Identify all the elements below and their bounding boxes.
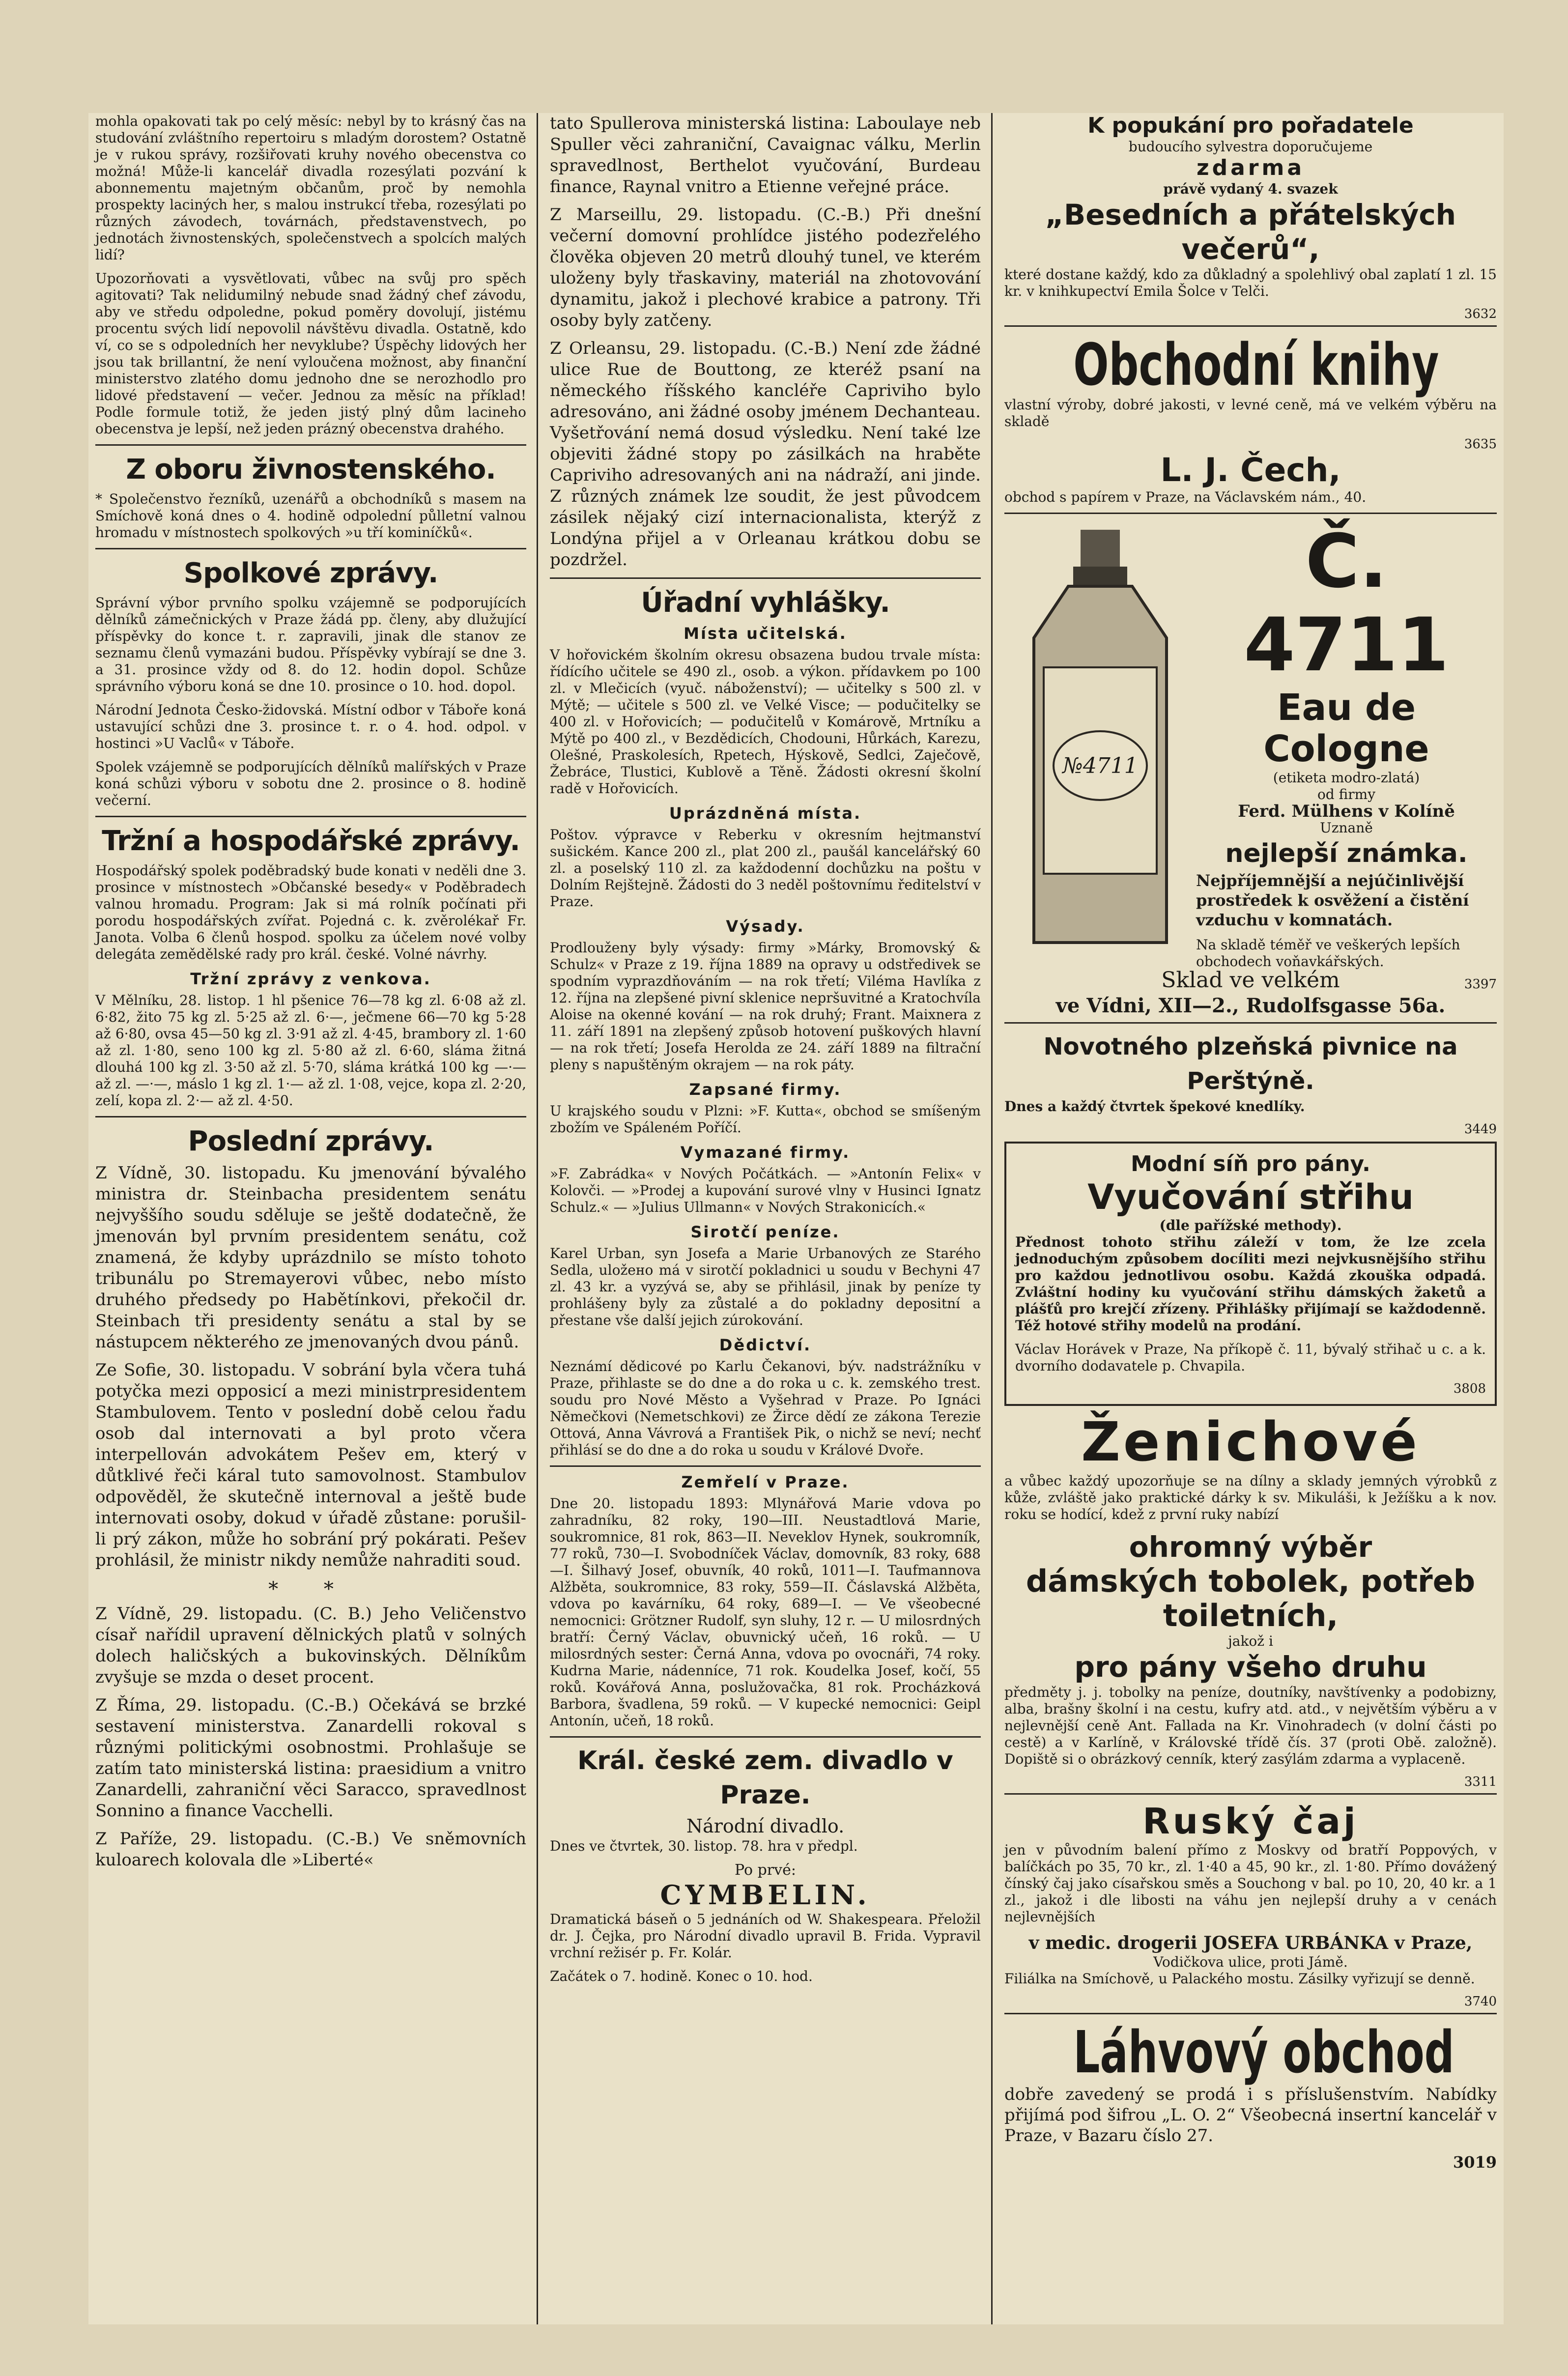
divider (95, 1116, 526, 1117)
paragraph: Ze Sofie, 30. listopadu. V sobrání byla včera tuhá potyčka mezi opposicí a mezi ministrpresidentem Stambulovem. Tento v poslední době celou řadu osob dal internovati a byl proto včera interpellován advokátem Pešev em, který v důtklivé řeči káral tuto samovolnost. Stambulov odpověděl, že skutečně internoval a ještě bude internovati osoby, dokud v úřadě zůstane: porušil-li prý zákon, může ho sobrání prý pokárati. Pešev prohlásil, že ministr nikdy nemůže nahraditi soud. (95, 1360, 526, 1570)
newspaper-page (88, 113, 1504, 2324)
paragraph: Neznámí dědicové po Karlu Čekanovi, býv. nadstrážníku v Praze, přihlaste se do dne a do roka u c. k. zemského trest. soudu pro Nové Město a Vyšehrad v Praze. Po Ignáci Němečkovi (Nemetschkovi) ze Žirce dědí ze zákona Terezie Ottová, Anna Vávrová a František Pik, o nichž se neví; nechť přihlásí se do dne a do roka u soudu v Králové Dvoře. (550, 1358, 981, 1458)
ad-product: Eau de Cologne (1263, 687, 1429, 770)
theatre-description: Dramatická báseň o 5 jednáních od W. Shakespeara. Přeložil dr. J. Čejka, pro Národní divadlo upravil B. Frida. Vypravil vrchní režisér p. Fr. Kolár. (550, 1911, 981, 1961)
ad-text: Filiálka na Smíchově, u Palackého mostu. Zásilky vyřizují se denně. (1004, 1971, 1475, 1987)
subsection-title: Místa učitelská. (684, 624, 847, 643)
ad-text: (etiketa modro-zlatá) (1273, 770, 1420, 786)
paragraph: Dne 20. listopadu 1893: Mlynářová Marie vdova po zahradníku, 82 roky, 190—III. Neustadtlová Marie, soukromnice, 81 rok, 863—II. Neveklov Hynek, soukromník, 77 roků, 730—I. Svobodníček Václav, domovník, 83 roky, 688—I. Šilhavý Josef, obuvník, 40 roků, 1011—I. Taufmannova Alžběta, soukromnice, 83 roky, 559—II. Čáslavská Alžběta, vdova po kavárníku, 64 roky, 689—I. — Ve všeobecné nemocnici: Grötzner Rudolf, syn sluhy, 12 r. — U milosrdných bratří: Černý Václav, obuvnický učeň, 16 roků. — U milosrdných sester: Černá Anna, vdova po ovocnáři, 74 roky. Kudrna Marie, nádenníce, 71 rok. Koudelka Josef, kočí, 55 roků. Kovářová Anna, poslužovačka, 81 rok. Procházková Barbora, švadlena, 59 roků. — V kupecké nemocnici: Geipl Antonín, učeň, 18 roků. (550, 1495, 981, 1729)
ad-maker: Ferd. Mülhens v Kolíně (1238, 802, 1455, 821)
paragraph: Z Říma, 29. listopadu. (C.-B.) Očekává se brzké sestavení ministerstva. Zanardelli rokoval s různými politickými osobnostmi. Prohlašuje se zatím tato ministerská listina: praesidium a vnitro Zanardelli, zahraniční věci Saracco, spravedlnost Sonnino a finance Vacchelli. (95, 1695, 526, 1821)
divider (95, 816, 526, 817)
subsection-title: Uprázdněná místa. (669, 804, 862, 823)
ad-text: jakož i (1228, 1633, 1273, 1649)
divider (1004, 2013, 1497, 2014)
news-block (95, 1163, 526, 1871)
ad-code: 3449 (1464, 1122, 1497, 1137)
paragraph: Spolek vzájemně se podporujících dělníků malířských v Praze koná schůzi výboru v sobotu dne 2. prosince o 8. hodině večerní. (95, 759, 526, 808)
ad-text: právě vydaný 4. svazek (1163, 181, 1338, 197)
subsection-title: Sirotčí peníze. (690, 1223, 840, 1241)
ad-warehouse-address: ve Vídni, XII—2., Rudolfsgasse 56a. (1055, 994, 1446, 1017)
ad-besedni-vecery (1004, 113, 1497, 321)
column-left (88, 113, 533, 2324)
divider (1004, 1793, 1497, 1795)
divider (1004, 325, 1497, 327)
section-title: Spolkové zprávy. (183, 557, 438, 589)
ad-text: od firmy (1317, 786, 1376, 802)
paragraph: Prodlouženy byly výsady: firmy »Márky, Bromovský & Schulz« v Praze z 19. října 1889 na opravy u odstředivek se spodním vyprazdňováním — na rok třetí; Viléma Havlíka z 12. října na zlepšené pivní sklenice nepršuvitné a Kratochvíla Aloise na okenné kování — na rok druhý; Frant. Maixnera z 11. září 1891 na zlepšený způsob hotovení puškových hlavní — na rok třetí; Josefa Heroldа ze 24. září 1889 na filtrační pleny s napuštěným okrajem — na rok páty. (550, 940, 981, 1073)
paragraph: U krajského soudu v Plzni: »F. Kutta«, obchod se smíšeným zbožím ve Spáleném Poříčí. (550, 1103, 981, 1136)
paragraph: Poštov. výpravce v Reberku v okresním hejtmanství sušickém. Kance 200 zl., plat 200 zl., paušál kancelářský 60 zl. a poselský 110 zl. za každodenní dochůzku na poštu v Dolním Rejštejně. Žádosti do 3 neděl poštovnímu ředitelství v Praze. (550, 827, 981, 910)
divider (550, 1465, 981, 1467)
paragraph: Z Marseillu, 29. listopadu. (C.-B.) Při dnešní večerní domovní prohlídce jistého podezřelého člověka objeven 20 metrů dlouhý tunel, ve kterém uloženy byly třaskaviny, materiál na zhotovování dynamitu, jakož i plechové krabice a patrony. Tři osoby byly zatčeny. (550, 205, 981, 330)
bottle-label: №4711 (1062, 753, 1138, 778)
ad-text: Na skladě téměř ve veškerých lepších obchodech voňavkářských. (1196, 937, 1460, 970)
ad-title: Obchodní knihy (1073, 331, 1439, 399)
ad-heading: zdarma (1196, 155, 1305, 180)
theatre-announcement (550, 1744, 981, 1985)
separator-stars: * * (268, 1578, 353, 1601)
paragraph: Hospodářský spolek poděbradský bude konati v neděli dne 3. prosince v místnostech »Občanské besedy« v Poděbradech valnou hromadu. Program: Jak si má rolník počínati při porodu hospodářských zvířat. Pojedná c. k. zvěrolékař Fr. Janota. Volba 6 členů hospod. spolku za účelem nové volby delegáta zemědělské rady pro král. české. Volné návrhy. (95, 862, 526, 962)
subsection-title: Vymazané firmy. (680, 1143, 851, 1162)
ad-text: jen v původním balení přímo z Moskvy od bratří Poppových, v balíčkách po 35, 70 kr., zl. 1·40 a 45, 90 kr., zl. 1·80. Přímo dovážený čínský čaj jako císařskou směs a Souchong v bal. po 10, 20, 40 kr. a 1 zl., jakož i dle libosti na váhu jen nejlepší druhy a v cenách nejlevnějších (1004, 1842, 1497, 1925)
theatre-first: Po prvé: (735, 1861, 796, 1879)
ad-firm: L. J. Čech, (1160, 451, 1341, 489)
paragraph: V Mělníku, 28. listop. 1 hl pšenice 76—78 kg zl. 6·08 až zl. 6·82, žito 75 kg zl. 5·25 až zl. 6·—, ječmene 66—70 kg 5·28 až 6·80, ovsa 45—50 kg zl. 3·91 až zl. 4·45, brambory zl. 1·60 až zl. 1·80, seno 100 kg zl. 5·80 až zl. 6·60, sláma žitná dlouhá 100 kg zl. 3·50 až zl. 5·70, sláma krátká 100 kg —·— až zl. —·—, máslo 1 kg zl. 1·— až zl. 1·08, vejce, kopa zl. 2·20, zelí, kopa zl. 2·— až zl. 4·50. (95, 992, 526, 1109)
ad-text: Dnes a každý čtvrtek špekové knedlíky. (1004, 1098, 1305, 1115)
ad-signature: Václav Horávek v Praze, Na příkopě č. 11, bývalý střihač u c. a k. dvorního dodavatele p. Chvapila. (1015, 1341, 1486, 1374)
ad-zenichove (1004, 1411, 1497, 1789)
ad-code: 3019 (1453, 2153, 1497, 2172)
ad-text: dobře zavedený se prodá i s příslušenstvím. Nabídky přijímá pod šifrou „L. O. 2“ Všeobecná insertní kancelář v Praze, v Bazaru číslo 27. (1004, 2085, 1497, 2146)
section-title: Úřadní vyhlášky. (641, 587, 890, 619)
divider (1004, 1022, 1497, 1024)
paragraph: Upozorňovati a vysvětlovati, vůbec na svůj pro spěch agitovati? Tak nelidumilný nebude snad žádný chef závodu, aby ve středu odpoledne, pokud poměry dovolují, jistému procentu svých lidí nepovolil návštěvu divadla. Ostatně, kdo ví, co se s odpoledních her nevyklube? Úspěchy lidových her jsou tak brillantní, že není vyloučena možnost, aby finanční ministerstvo zlatého domu jednoho dne se nerozhodlo pro lidové představení — večer. Jednou za měsíc na příklad! Podle formule totiž, že jeden jistý plný dům lacineho obecenstva je lepší, než jeden prázný obecenstva drahého. (95, 270, 526, 437)
ad-heading: Modní síň pro pány. (1131, 1151, 1370, 1176)
divider (95, 548, 526, 549)
paragraph: Z Vídně, 29. listopadu. (C. B.) Jeho Veličenstvo císař nařídil upravení dělnických platů v solných dolech haličských a bukovinských. Dělníkům zvyšuje se mzda o deset procent. (95, 1604, 526, 1687)
section-title: Poslední zprávy. (188, 1125, 434, 1157)
subsection-title: Zapsané firmy. (689, 1080, 842, 1099)
ad-text: předměty j. j. tobolky na peníze, doutníky, navštívenky a podobizny, alba, brašny školní i na cestu, kufry atd. atd., v největším výběru a v nejlevnější ceně Ant. Fallada na Kr. Vinohradech (v dolní části po cestě) a v Karlíně, v Královské třídě čís. 37 (proti Obě. založně). Dopiště si o obrázkový cenník, který zasýlám zdarma a vyplaceně. (1004, 1684, 1497, 1767)
ad-text: vlastní výroby, dobré jakosti, v levné ceně, má ve velkém výběru na skladě (1004, 397, 1497, 429)
ad-title: Vyučování střihu (1087, 1177, 1414, 1217)
ad-rusky-caj (1004, 1801, 1497, 2009)
theatre-subtitle: Národní divadlo. (686, 1815, 845, 1837)
ad-men: pro pány všeho druhu (1074, 1650, 1427, 1684)
divider (95, 444, 526, 446)
paragraph: »F. Zabrádka« v Nových Počátkách. — »Antonín Felix« v Kolovči. — »Prodej a kupování surové vlny v Husinci Ignatz Schulz.« — »Julius Ullmann« v Nových Strakonicích.« (550, 1166, 981, 1215)
theatre-date: Dnes ve čtvrtek, 30. listop. 78. hra v předpl. (550, 1838, 858, 1854)
ad-title: „Besedních a přátelských večerů“, (1045, 198, 1456, 266)
ad-code: 3397 (1464, 977, 1497, 992)
ad-heading: K popukání pro pořadatele (1087, 113, 1414, 138)
column-middle (543, 113, 988, 2324)
subsection-title: Výsady. (726, 917, 805, 936)
ad-pivnice (1004, 1030, 1497, 1137)
column-rule (537, 113, 538, 2324)
ad-offer: ohromný výběr (1129, 1530, 1372, 1564)
ad-text: Přednost tohoto střihu záleží v tom, že lze zcela jednoduchým způsobem docíliti mezi nejvkusnějšího střihu pro každou jednotlivou osobu. Každá zkouška odpadá. Zvláštní hodiny ku vyučování střihu dámských žaketů a plášťů pro krejčí zřízeny. Přihlášky přijímají se každodenně. Též hotové střihy modelů na prodání. (1015, 1234, 1486, 1334)
ad-title: Ženichové (1081, 1410, 1420, 1473)
ad-text: a vůbec každý upozorňuje se na dílny a sklady jemných výrobků z kůže, zvláště jako praktické dárky k sv. Mikuláši, k Ježíšku a k nov. roku se hodící, kdež z první ruky nabízí (1004, 1473, 1497, 1522)
paragraph: * Společenstvo řezníků, uzenářů a obchodníků s masem na Smíchově koná dnes o 4. hodině odpolední půlletní valnou hromadu v místnostech spolkových »u tří kominíčků«. (95, 491, 526, 541)
paragraph: Karel Urban, syn Josefa a Marie Urbanových ze Starého Sedla, uložено má v sirotčí pokladnici u soudu v Bechyni 47 zl. 43 kr. a vyzývá se, aby se přihlásil, jinak by peníze ty prohlášeny byly za zůstalé a do pokladny depositní a přestane vše další jejich zúrokování. (550, 1245, 981, 1328)
ad-eau-text (1196, 520, 1497, 992)
ad-code: 3632 (1464, 307, 1497, 321)
ad-code: 3635 (1464, 437, 1497, 452)
divider (1004, 513, 1497, 514)
theatre-play: CYMBELIN. (660, 1879, 871, 1911)
theatre-title: Král. české zem. divadlo v Praze. (577, 1746, 953, 1810)
ad-address: obchod s papírem v Praze, na Václavském nám., 40. (1004, 489, 1367, 505)
ad-text: (dle pařížské methody). (1159, 1217, 1342, 1233)
paragraph: Správní výbor prvního spolku vzájemně se podporujících dělníků zámečnických v Praze žádá pp. členy, aby dlužující příspěvky do konce t. r. zapravili, jinak dle stanov ze seznamu členů vymazáni budou. Příspěvky vybírají se dne 3. a 31. prosince vždy od 8. do 12. hodin dopol. Schůze správního výboru koná se dne 10. prosince o 10. hod. dopol. (95, 595, 526, 694)
ad-title: Ruský čaj (1142, 1801, 1359, 1842)
subsection-title: Dědictví. (719, 1336, 812, 1354)
ad-modni-sin (1004, 1142, 1497, 1406)
subsection-title: Zemřelí v Praze. (681, 1473, 850, 1491)
paragraph: Z Vídně, 30. listopadu. Ku jmenování bývalého ministra dr. Steinbacha presidentem senátu nejvyššího soudu sděluje se ještě dodatečně, že jmenován byl prvním presidentem senátu, což znamená, že kdyby uprázdnilo se místo tohoto tribunálu po Stremayerovi vůbec, nebo místo druhého předsedy po Habětínkovi, překočil dr. Steinbach tři presidenty senátu a stal by se nástupcem některého ze jmenovaných dvou pánů. (95, 1163, 526, 1352)
ad-title: Novotného plzeňská pivnice na Perštýně. (1043, 1033, 1458, 1095)
ad-text: které dostane každý, kdo za důkladný a spolehlivý obal zaplatí 1 zl. 15 kr. v knihkupectví Emila Šolce v Telči. (1004, 266, 1497, 299)
ad-items: dámských tobolek, potřeb toiletních, (1026, 1563, 1476, 1633)
ad-slogan: nejlepší známka. (1225, 839, 1468, 868)
divider (550, 1736, 981, 1738)
divider (550, 577, 981, 579)
ad-title: Č. 4711 (1244, 519, 1449, 688)
column-rule (991, 113, 993, 2324)
theatre-times: Začátek o 7. hodině. Konec o 10. hod. (550, 1968, 813, 1984)
ad-title: Láhvový obchod (1073, 2018, 1454, 2086)
ad-text: Uznaně (1320, 820, 1373, 836)
ad-code: 3808 (1453, 1381, 1486, 1396)
paragraph: Z Paříže, 29. listopadu. (C.-B.) Ve sněmovních kuloarech kolovala dle »Liberté« (95, 1829, 526, 1870)
ad-code: 3311 (1464, 1775, 1497, 1789)
subsection-title: Tržní zprávy z venkova. (190, 970, 431, 988)
paragraph: Národní Jednota Česko-židovská. Místní odbor v Táboře koná ustavující schůzi dne 3. prosince t. r. o 4. hod. odpol. v hostinci »U Vaclů« v Táboře. (95, 702, 526, 751)
paragraph: V hořovickém školním okresu obsazena budou trvale místa: řídícího učitele se 490 zl., osob. a výkon. přídavkem po 100 zl. v Mlečicích (vyuč. náboženství); — učitelky s 500 zl. v Mýtě; — učitele s 500 zl. ve Velké Visce; — podučitelky se 400 zl. v Hořovicích; — podučitelů v Komárově, Mrtníku a Mýtě po 400 zl., v Bezdědicích, Chodouni, Hůrkách, Karezu, Olešné, Praskolesích, Rpetech, Hýskově, Sedlci, Zaječově, Žebráce, Tlustici, Kublově a Těně. Žádosti okresní školní radě v Hořovicích. (550, 647, 981, 797)
ad-obchodni-knihy (1004, 333, 1497, 506)
ad-address: Vodičkova ulice, proti Jámě. (1153, 1954, 1348, 1970)
bottle-illustration (1004, 520, 1196, 962)
ad-lahvovy-obchod (1004, 2020, 1497, 2172)
paragraph: Z Orleansu, 29. listopadu. (C.-B.) Není zde žádné ulice Rue de Bouttong, ze kteréž psaní na německého říšského kancléře Capriviho bylo adresováno, ani žádné osoby jménem Dechanteau. Vyšetřování nemá dosud výsledku. Není také lze objeviti žádné stopy po zásilkách na hraběte Capriviho adresovaných ani na nádraží, ani jinde. Z různých známek lze soudit, že jest původcem zásilek nějaký cizí internacionalista, kterýž z Londýna přijel a v Orleanau krátkou dobu se pozdržel. (550, 339, 981, 570)
ad-text: budoucího sylvestra doporučujeme (1128, 139, 1373, 155)
section-title: Z oboru živnostenského. (126, 454, 496, 486)
ad-warehouse: Sklad ve velkém (1161, 968, 1340, 993)
section-title: Tržní a hospodářské zprávy. (102, 825, 520, 857)
ad-seller: v medic. drogerii JOSEFA URBÁNKA v Praze, (1028, 1933, 1473, 1953)
column-advertisements (998, 113, 1504, 2324)
news-block (550, 113, 981, 571)
ad-code: 3740 (1464, 1994, 1497, 2009)
paragraph: tato Spullerova ministerská listina: Laboulaye neb Spuller věci zahraniční, Cavaignac válku, Merlin spravedlnost, Berthelot vyučování, Burdeau finance, Raynal vnitro a Etienne veřejné práce. (550, 114, 981, 197)
ad-text: Nejpříjemnější a nejúčinlivější prostředek k osvěžení a čistění vzduchu v komnatách. (1196, 871, 1469, 929)
paragraph: mohla opakovati tak po celý měsíc: nebyl by to krásný čas na studování zvláštního repertoiru s mladým dorostem? Ostatně je v rukou správy, rozšiřovati kruhy nového obecenstva co možná! Může-li kancelář divadla rozesýlati pozvání k abonnementu majetným občanům, proč by nemohla prospekty laciných her, s malou instrukcí třeba, rozesýlati po různých závodech, továrnách, představenstvech, po jednotách živnostenských, společenstvech a spolcích malých lidí? (95, 113, 526, 263)
